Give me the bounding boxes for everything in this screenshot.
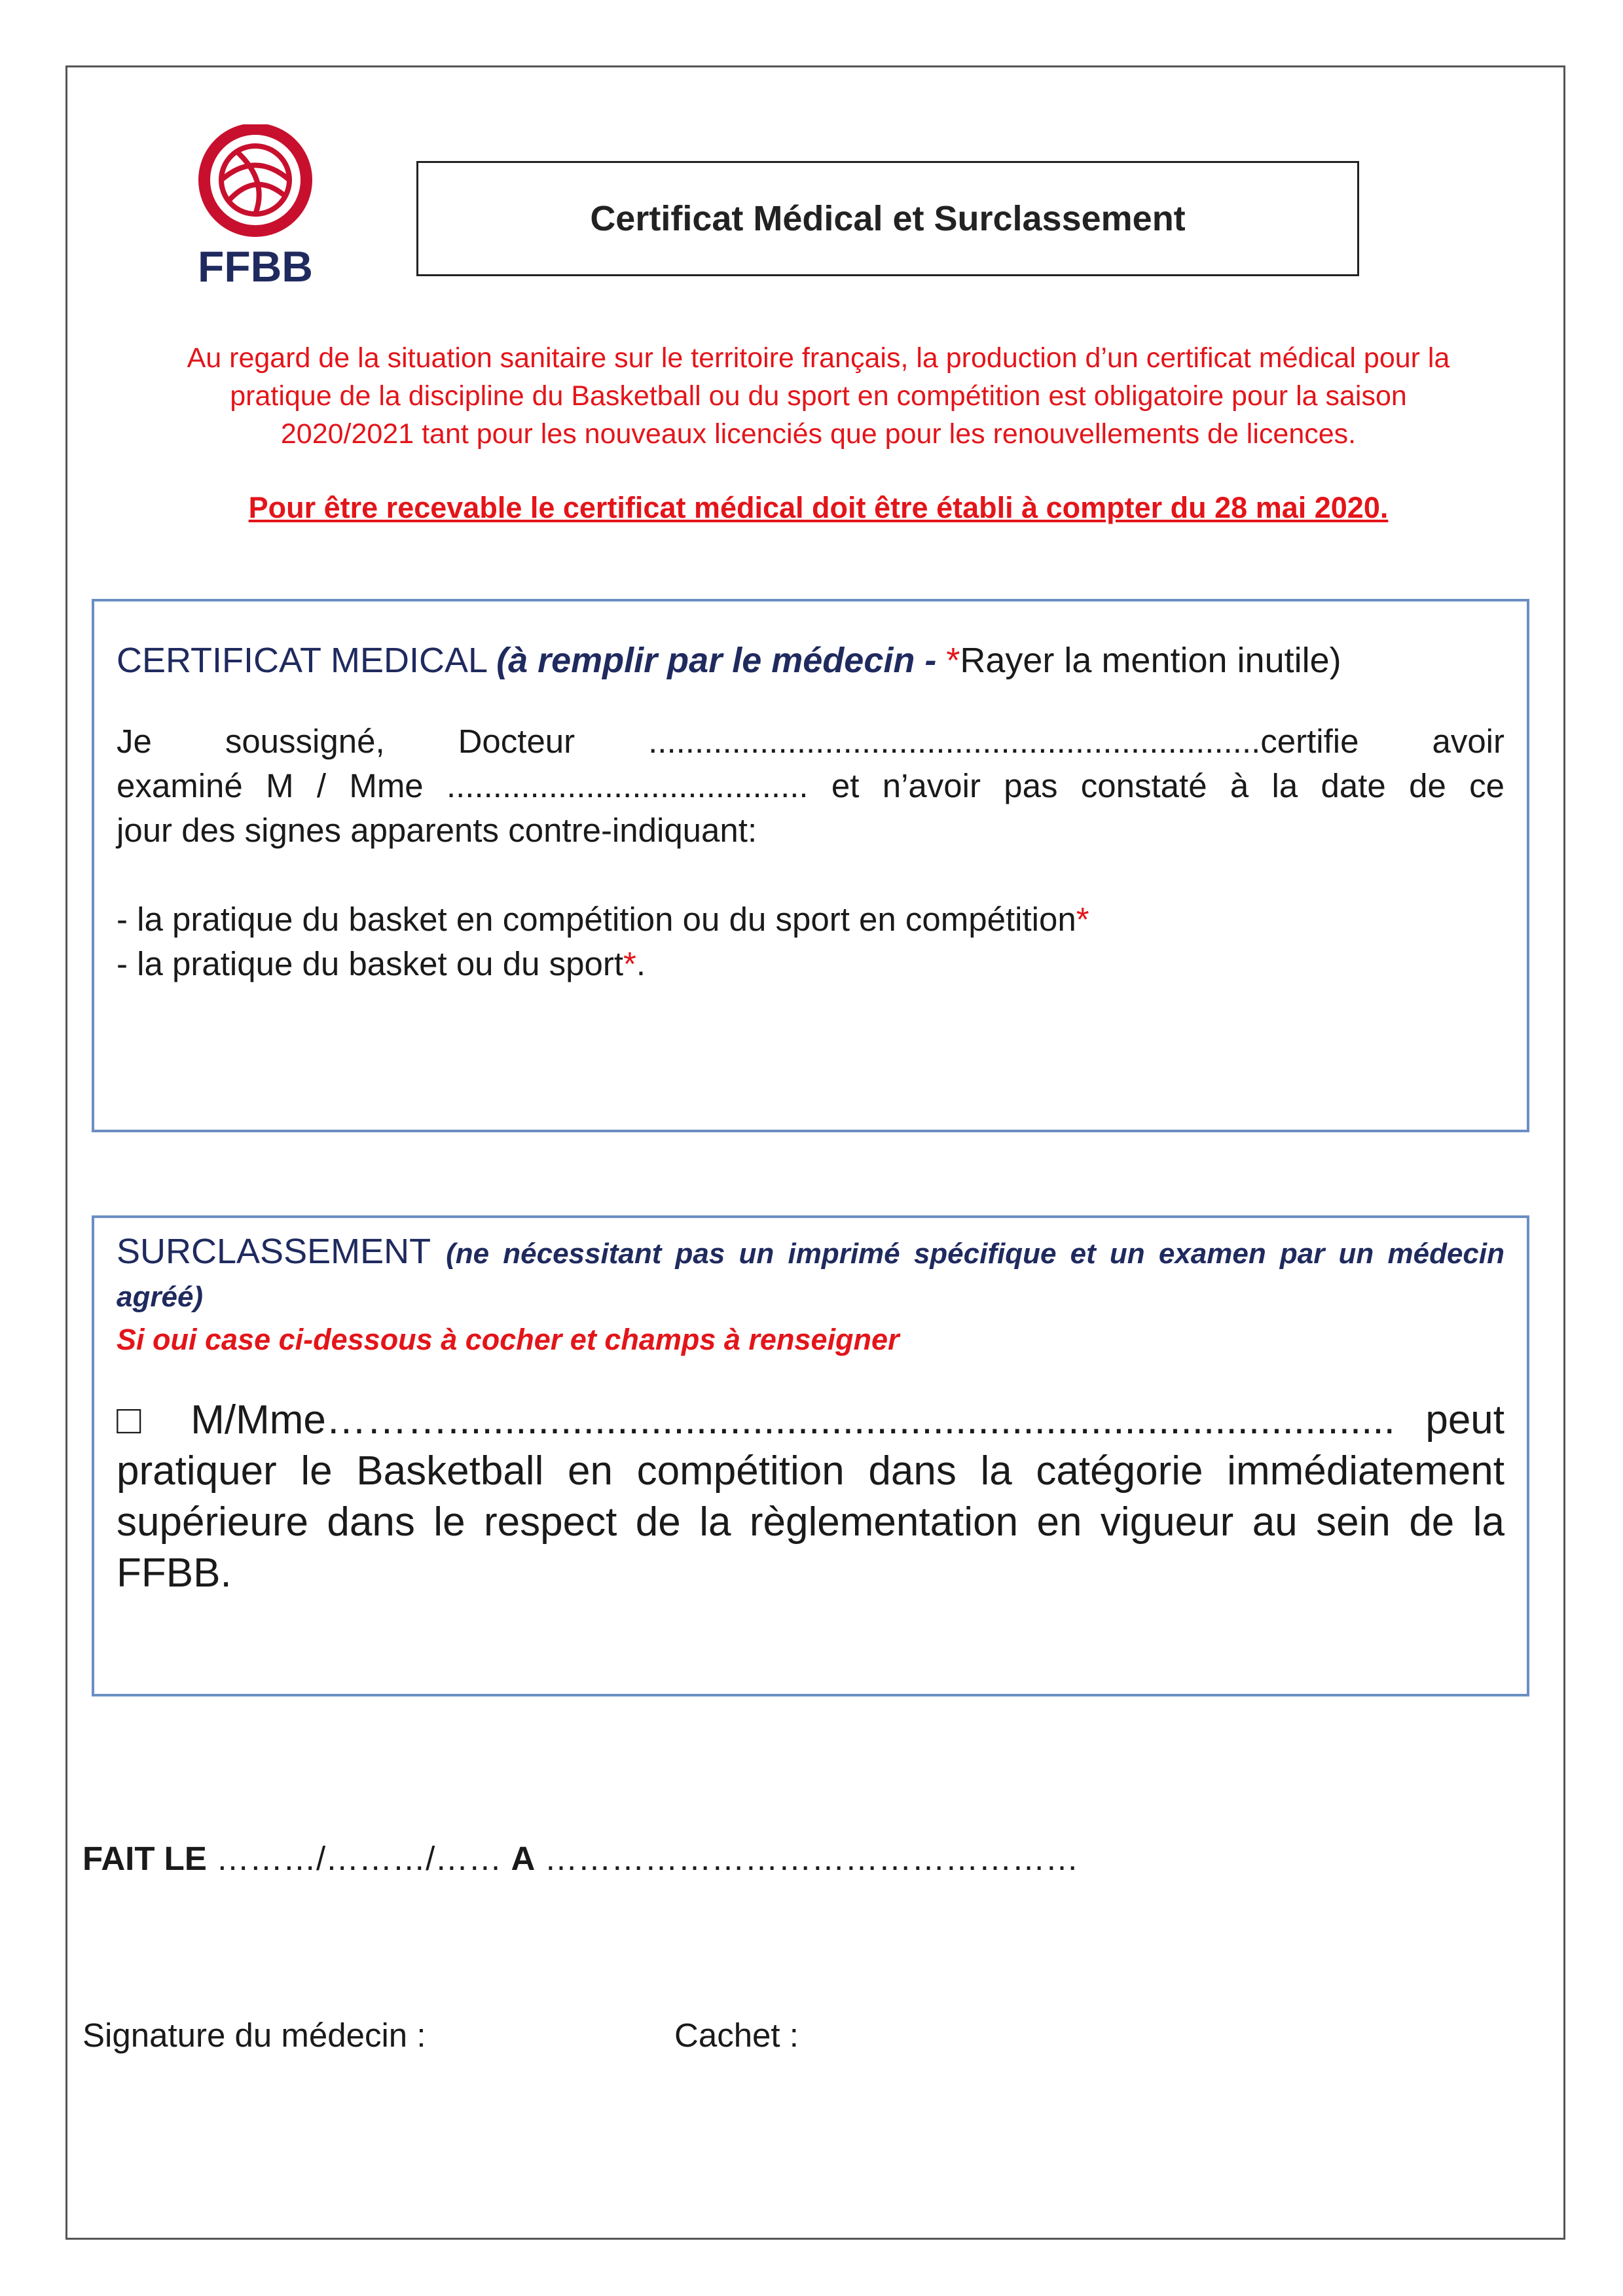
fait-label: FAIT LE <box>82 1840 207 1877</box>
fait-a-label: A <box>511 1840 536 1877</box>
medical-heading-note: (à remplir par le médecin - <box>496 641 937 680</box>
surclassement-note: Si oui case ci-dessous à cocher et champs à renseigner <box>117 1323 900 1356</box>
medical-line-1[interactable]: Je soussigné, Docteur ..................................................................certifie avoir <box>117 723 1504 760</box>
logo-text: FFBB <box>198 242 313 291</box>
medical-option-2[interactable] <box>117 942 1504 986</box>
medical-heading-line <box>117 638 1504 683</box>
medical-certificate-box <box>92 599 1529 1132</box>
medical-line-2[interactable]: examiné M / Mme ....................................... et n’avoir pas constaté à la date de ce <box>117 767 1504 804</box>
medical-option-2-text: - la pratique du basket ou du sport <box>117 945 623 982</box>
surclassement-body <box>117 1395 1504 1599</box>
cachet-label: Cachet : <box>674 2017 799 2054</box>
medical-option-1-text: - la pratique du basket en compétition ou du sport en compétition <box>117 901 1076 938</box>
medical-option-2-end: . <box>636 945 646 982</box>
surclassement-heading: SURCLASSEMENT <box>117 1232 431 1271</box>
intro-paragraph <box>75 339 1561 453</box>
medical-option-1[interactable] <box>117 897 1504 942</box>
surclassement-content <box>117 1231 1504 1599</box>
medical-content <box>117 638 1504 986</box>
medical-heading-tail: Rayer la mention inutile) <box>960 641 1341 680</box>
medical-option-2-asterisk: * <box>623 945 636 982</box>
page-title: Certificat Médical et Surclassement <box>590 199 1186 238</box>
fait-line <box>82 1839 1079 1878</box>
fait-place-field[interactable]: ………………………………………… <box>535 1840 1079 1877</box>
validity-notice: Pour être recevable le certificat médical doit être établi à compter du 28 mai 2020. <box>248 491 1389 524</box>
surclassement-body-text[interactable]: M/Mme……….................................................................................... peut pratiquer le Basketball en compétition dans la catégorie immédiatement supérieure dans le respect de la règlementation en vigueur au sein de la FFBB. <box>117 1397 1505 1596</box>
surclassement-box <box>92 1215 1529 1696</box>
fait-date-field[interactable]: ………/………/…… <box>206 1840 511 1877</box>
title-box <box>416 161 1359 276</box>
medical-line-3: jour des signes apparents contre-indiquant: <box>117 812 757 849</box>
surclassement-heading-line <box>117 1231 1504 1318</box>
signature-label: Signature du médecin : <box>82 2017 426 2054</box>
medical-heading: CERTIFICAT MEDICAL <box>117 641 487 680</box>
intro-line-2: pratique de la discipline du Basketball ou du sport en compétition est obligatoire pour la saison <box>230 380 1407 412</box>
intro-line-1: Au regard de la situation sanitaire sur le territoire français, la production d’un certificat médical pour la <box>187 342 1450 374</box>
surclassement-heading-note: (ne nécessitant pas un imprimé spécifique et un examen par un médecin agréé) <box>117 1238 1504 1313</box>
medical-heading-asterisk: * <box>946 641 960 680</box>
surclassement-checkbox[interactable]: □ <box>117 1397 160 1443</box>
medical-option-1-asterisk: * <box>1076 901 1089 938</box>
intro-line-3: 2020/2021 tant pour les nouveaux licenciés que pour les renouvellements de licences. <box>280 418 1357 450</box>
ffbb-logo <box>190 124 321 295</box>
